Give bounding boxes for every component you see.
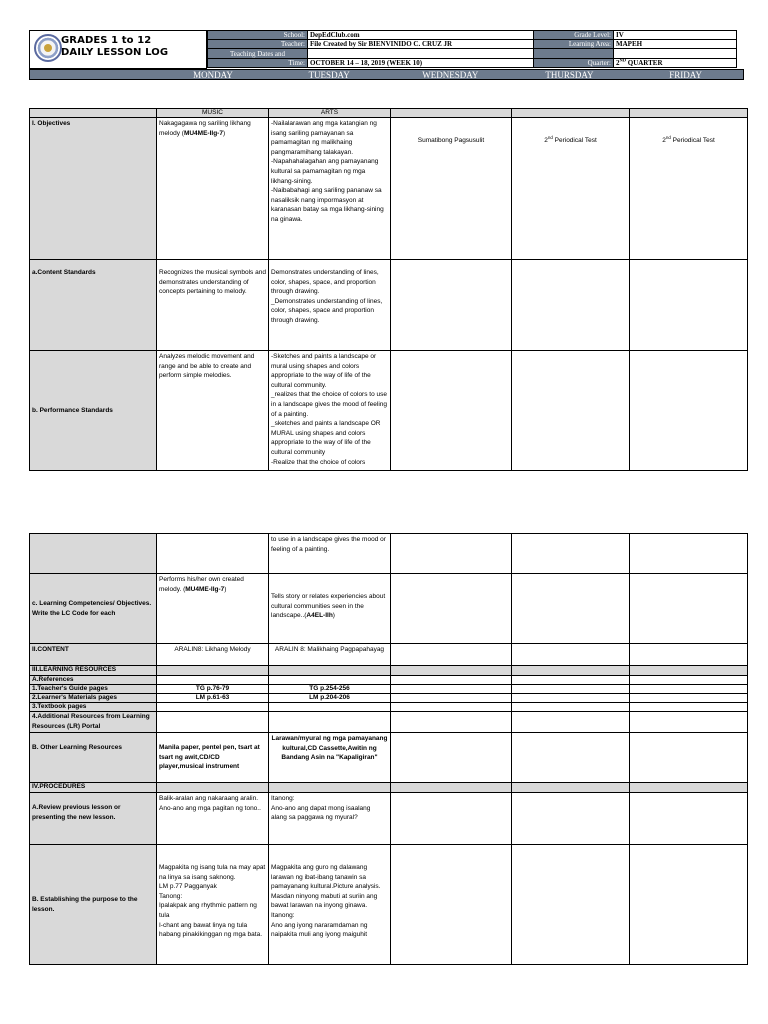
header-info-table <box>207 30 737 68</box>
review-lesson-music: Balik-aralan ang nakaraang aralin. Ano-ano ang mga pagitan ng tono.. <box>157 793 269 845</box>
review-lesson-label: A.Review previous lesson or presenting the new lesson. <box>30 793 157 845</box>
content-label: II.CONTENT <box>30 644 157 666</box>
header-title-line2: DAILY LESSON LOG <box>61 47 169 58</box>
day-tuesday: TUESDAY <box>308 70 350 80</box>
weekday-header-bar <box>29 69 744 80</box>
dates-value: OCTOBER 14 – 18, 2019 (WEEK 10) <box>308 59 534 68</box>
performance-standards-arts: -Sketches and paints a landscape or mural using shapes and colors appropriate to the way of life of the cultural community. _realizes that the choice of colors to use in a landscape gives the mood of feeling of a painting. _sketches and paints a landscape OR MURAL using shapes and colors appropriate to the way of life of the cultural community -Realize that the choice of colors <box>269 351 391 471</box>
learners-materials-label: 2.Learner's Materials pages <box>30 694 157 703</box>
grade-label: Grade Level: <box>534 31 614 40</box>
dates-label-1: Teaching Dates and <box>208 49 308 59</box>
learners-materials-arts: LM p.204-206 <box>269 694 391 703</box>
deped-seal-icon <box>34 34 62 62</box>
performance-standards-label: b. Performance Standards <box>30 351 157 471</box>
content-arts: ARALIN 8: Malikhaing Pagpapahayag <box>269 644 391 666</box>
area-value: MAPEH <box>614 40 737 49</box>
other-resources-arts: Larawan/myural ng mga pamayanang kultural,CD Cassette,Awitin ng Bandang Asin na "Kapaligiran" <box>269 733 391 783</box>
content-music: ARALIN8: Likhang Melody <box>157 644 269 666</box>
dates-label-2: Time: <box>208 59 308 68</box>
purpose-lesson-arts: Magpakita ang guro ng dalawang larawan ng ibat-ibang tanawin sa pamayanang kultural.Picture analysis. Masdan ninyong mabuti at suriin ang bawat larawan na inyong ginawa. Itanong: Ano ang iyong nararamdaman ng naipakita muli ang iyong maiguhit <box>269 845 391 965</box>
day-wednesday: WEDNESDAY <box>422 70 479 80</box>
additional-resources-label: 4.Additional Resources from Learning Resources (LR) Portal <box>30 712 157 733</box>
objectives-label: I. Objectives <box>30 118 157 260</box>
header-title-line1: GRADES 1 to 12 <box>61 35 152 46</box>
references-label: A.References <box>30 676 157 685</box>
teachers-guide-label: 1.Teacher's Guide pages <box>30 685 157 694</box>
day-thursday: THURSDAY <box>545 70 594 80</box>
purpose-lesson-music: Magpakita ng isang tula na may apat na linya sa isang saknong. LM p.77 Pagganyak Tanong: Ipalakpak ang rhythmic pattern ng tula I-chant ang bawat linya ng tula habang pinakikinggan ng mga bata. <box>157 845 269 965</box>
objectives-friday: 2nd Periodical Test <box>630 118 748 260</box>
review-lesson-arts: Itanong: Ano-ano ang dapat mong isaalang alang sa paggawa ng myural? <box>269 793 391 845</box>
grade-value: IV <box>614 31 737 40</box>
area-label: Learning Area: <box>534 40 614 49</box>
lesson-table-part1 <box>29 108 748 471</box>
procedures-label: IV.PROCEDURES <box>30 783 157 793</box>
column-music: MUSIC <box>157 109 269 118</box>
performance-standards-arts-cont: to use in a landscape gives the mood or feeling of a painting. <box>269 534 391 574</box>
objectives-thursday: 2nd Periodical Test <box>512 118 630 260</box>
teachers-guide-music: TG p.76-79 <box>157 685 269 694</box>
teacher-label: Teacher: <box>208 40 308 49</box>
competencies-arts: Tells story or relates experiencies about cultural communities seen in the landscape..(A4EL-IIh) <box>269 574 391 644</box>
quarter-label: Quarter: <box>534 59 614 68</box>
objectives-music: Nakagagawa ng sariling likhang melody (MU4ME-IIg-7) <box>157 118 269 260</box>
content-standards-music: Recognizes the musical symbols and demonstrates understanding of concepts pertaining to melody. <box>157 260 269 351</box>
purpose-lesson-label: B. Establishing the purpose to the lesson. <box>30 845 157 965</box>
objectives-arts: -Nailalarawan ang mga katangian ng isang sariling pamayanan sa pamamagitan ng malikhaing pangmaramihang talakayan. -Napahahalagahan ang pamayanang kultural sa pamamagitan ng mga likhang-sining. -Naibabahagi ang sariling pananaw sa nasaliksik nang impormasyon at karanasan batay sa mga likhang-sining na ginawa. <box>269 118 391 260</box>
column-arts: ARTS <box>269 109 391 118</box>
other-resources-label: B. Other Learning Resources <box>30 733 157 783</box>
performance-standards-music: Analyzes melodic movement and range and be able to create and perform simple melodies. <box>157 351 269 471</box>
school-label: School: <box>208 31 308 40</box>
objectives-wednesday: Sumatibong Pagsusulit <box>391 118 512 260</box>
teacher-value: File Created by Sir BIENVINIDO C. CRUZ JR <box>308 40 534 49</box>
learners-materials-music: LM p.61-63 <box>157 694 269 703</box>
lesson-table-part2 <box>29 533 748 965</box>
competencies-music: Performs his/her own created melody. (MU4ME-IIg-7) <box>157 574 269 644</box>
quarter-value: 2ND QUARTER <box>614 59 737 68</box>
learning-resources-label: III.LEARNING RESOURCES <box>30 666 157 676</box>
other-resources-music: Manila paper, pentel pen, tsart at tsart ng awit,CD/CD player,musical instrument <box>157 733 269 783</box>
header-title-block <box>29 30 207 69</box>
textbook-pages-label: 3.Textbook pages <box>30 703 157 712</box>
content-standards-arts: Demonstrates understanding of lines, color, shapes, space, and proportion through drawing. _Demonstrates understanding of lines, color, shapes, space and proportion through drawing. <box>269 260 391 351</box>
content-standards-label: a.Content Standards <box>30 260 157 351</box>
competencies-label: c. Learning Competencies/ Objectives. Write the LC Code for each <box>30 574 157 644</box>
day-monday: MONDAY <box>193 70 233 80</box>
school-value: DepEdClub.com <box>308 31 534 40</box>
day-friday: FRIDAY <box>669 70 702 80</box>
teachers-guide-arts: TG p.254-256 <box>269 685 391 694</box>
